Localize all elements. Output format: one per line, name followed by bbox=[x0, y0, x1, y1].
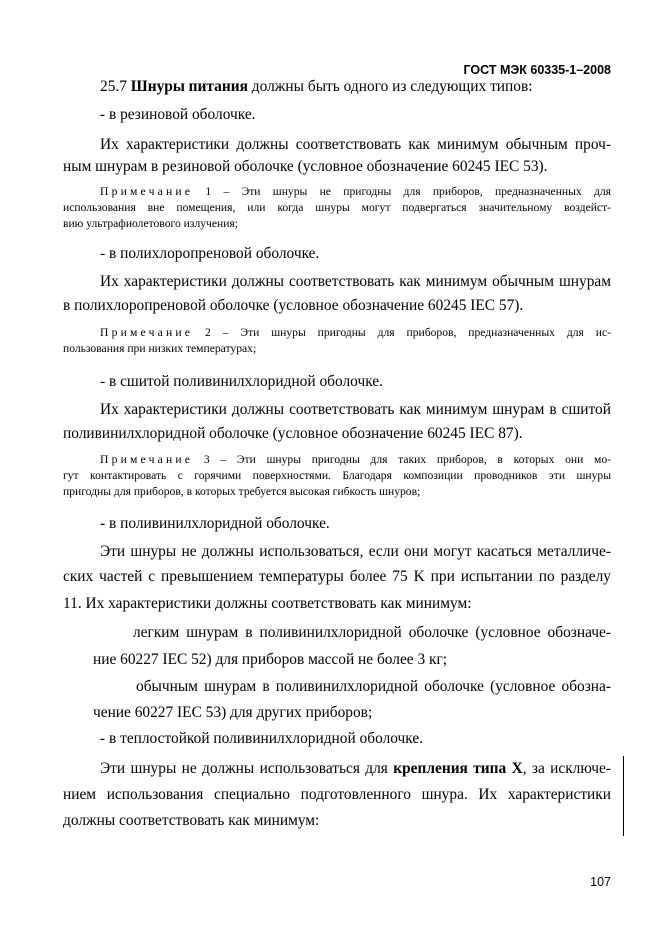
standard-header: ГОСТ МЭК 60335-1–2008 bbox=[463, 63, 611, 77]
note-3-line-1: Примечание 3 – Эти шнуры пригодны для таких приборов, в которых они мо- bbox=[100, 453, 612, 466]
section-heading bbox=[100, 78, 611, 96]
note-1-line-3: вию ультрафиолетового излучения; bbox=[63, 217, 238, 230]
pvc-line-2: ских частей с превышением температуры более 75 K при испытании по разделу bbox=[63, 568, 611, 585]
note-1-line-1: Примечание 1 – Эти шнуры не пригодны для приборов, предназначенных для bbox=[100, 185, 611, 198]
change-bar bbox=[623, 756, 624, 836]
section-intro: должны быть одного из следующих типов: bbox=[251, 78, 533, 95]
heat-line-1: Эти шнуры не должны использоваться для крепления типа X, за исключе- bbox=[100, 760, 611, 777]
section-number: 25.7 bbox=[100, 78, 127, 95]
page-number: 107 bbox=[590, 875, 611, 889]
note-2-line-1: Примечание 2 – Эти шнуры пригодны для приборов, предназначенных для ис- bbox=[100, 326, 611, 339]
rubber-characteristics-line-2: ным шнурам в резиновой оболочке (условное обозначение 60245 IEC 53). bbox=[63, 158, 548, 175]
note-1-line-2: использования вне помещения, или когда шнуры могут подвергаться значительному воздейст- bbox=[63, 201, 611, 214]
pcp-characteristics-line-2: в полихлоропреновой оболочке (условное обозначение 60245 IEC 57). bbox=[63, 297, 524, 314]
item-braided-pvc: - в сшитой поливинилхлоридной оболочке. bbox=[100, 373, 383, 390]
heat-line-3: должны соответствовать как минимум: bbox=[63, 812, 320, 829]
light-cords-line-1: легким шнурам в поливинилхлоридной оболочке (условное обозначе- bbox=[133, 624, 611, 641]
section-title: Шнуры питания bbox=[130, 78, 248, 95]
item-polychloroprene: - в полихлоропреновой оболочке. bbox=[100, 245, 320, 262]
note-3-line-2: гут контактировать с горячими поверхностями. Благодаря композиции проводников эти шнуры bbox=[63, 469, 611, 482]
ordinary-cords-line-1: обычным шнурам в поливинилхлоридной оболочке (условное обозна- bbox=[136, 678, 611, 695]
ordinary-cords-line-2: чение 60227 IEC 53) для других приборов; bbox=[93, 704, 373, 721]
item-rubber: - в резиновой оболочке. bbox=[100, 106, 256, 123]
note-label: Примечание bbox=[100, 453, 194, 466]
type-x-attachment: крепления типа X bbox=[393, 760, 523, 777]
pvc-line-3: 11. Их характеристики должны соответствовать как минимум: bbox=[63, 595, 472, 612]
note-3-line-3: пригодны для приборов, в которых требуется высокая гибкость шнуров; bbox=[63, 485, 421, 498]
item-pvc: - в поливинилхлоридной оболочке. bbox=[100, 515, 330, 532]
braided-characteristics-line-1: Их характеристики должны соответствовать как минимум шнурам в сшитой bbox=[100, 401, 611, 418]
braided-characteristics-line-2: поливинилхлоридной оболочке (условное обозначение 60245 IEC 87). bbox=[63, 425, 523, 442]
note-label: Примечание bbox=[100, 326, 194, 339]
pcp-characteristics-line-1: Их характеристики должны соответствовать как минимум обычным шнурам bbox=[100, 273, 611, 290]
light-cords-line-2: ние 60227 IEC 52) для приборов массой не более 3 кг; bbox=[93, 651, 448, 668]
heat-line-2: нием использования специально подготовленного шнура. Их характеристики bbox=[63, 786, 611, 803]
item-heat-resistant: - в теплостойкой поливинилхлоридной оболочке. bbox=[100, 730, 424, 747]
note-label: Примечание bbox=[100, 185, 194, 198]
note-2-line-2: пользования при низких температурах; bbox=[63, 342, 257, 355]
rubber-characteristics-line-1: Их характеристики должны соответствовать как минимум обычным проч- bbox=[100, 136, 611, 153]
pvc-line-1: Эти шнуры не должны использоваться, если они могут касаться металличе- bbox=[100, 543, 611, 560]
